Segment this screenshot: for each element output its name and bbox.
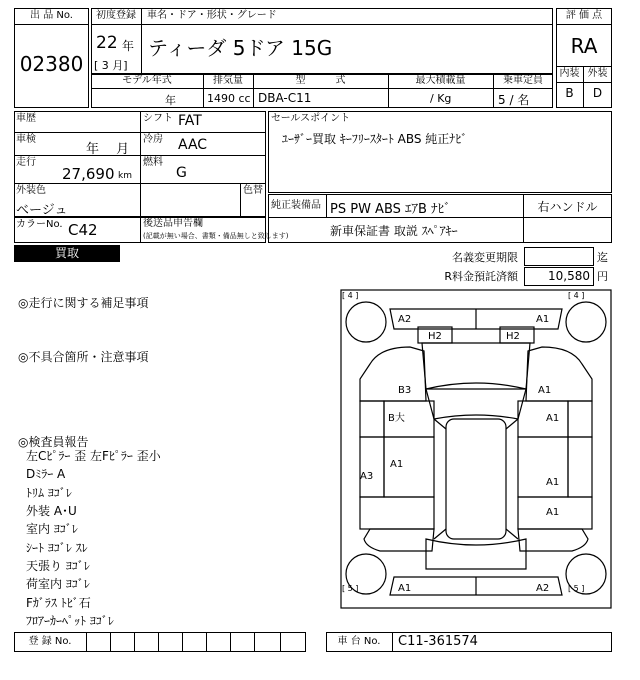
inspector-line: Fｶﾞﾗｽ ﾄﾋﾞ石 bbox=[26, 596, 91, 610]
reg-no-label: 登 録 No. bbox=[28, 636, 72, 647]
car-name: ティーダ 5ドア 15G bbox=[148, 36, 333, 60]
recycle-label: R料金預託済額 bbox=[444, 270, 518, 283]
color-value: ベージュ bbox=[16, 203, 68, 218]
interior-grade: B bbox=[565, 86, 574, 100]
front-apron bbox=[422, 343, 530, 389]
displacement-label: 排気量 bbox=[213, 75, 243, 86]
mark-rear-bumper-right: A2 bbox=[536, 583, 550, 594]
sales-point-label: セールスポイント bbox=[271, 113, 351, 124]
tire-front-left bbox=[346, 302, 386, 342]
inspection-label: 車検 bbox=[16, 134, 36, 145]
color-label: 外装色 bbox=[16, 185, 46, 196]
exterior-grade: D bbox=[592, 86, 603, 100]
displacement: 1490 cc bbox=[207, 92, 251, 105]
first-reg-label: 初度登録 bbox=[96, 10, 136, 21]
post-docs-note: (記載が無い場合、書類・備品無しと致します) bbox=[143, 232, 289, 240]
equipment-label: 純正装備品 bbox=[271, 200, 321, 211]
car-name-label: 車名・ドア・形状・グレード bbox=[147, 10, 277, 21]
mark-right-front-door: A1 bbox=[546, 413, 560, 424]
car-diagram bbox=[340, 289, 612, 609]
year-unit: 年 bbox=[122, 39, 135, 53]
mark-headlight-right: H2 bbox=[506, 331, 520, 342]
fuel-label: 燃料 bbox=[143, 157, 163, 168]
exterior-label: 外装 bbox=[587, 68, 608, 79]
name-change-unit: 迄 bbox=[597, 251, 608, 264]
extras-value: 新車保証書 取説 ｽﾍﾟｱｷｰ bbox=[330, 224, 458, 238]
defects-label: ◎不具合箇所・注意事項 bbox=[18, 350, 149, 364]
recycle-unit: 円 bbox=[597, 270, 608, 283]
inspector-line: 室内 ﾖｺﾞﾚ bbox=[26, 522, 78, 536]
fuel-value: G bbox=[176, 165, 187, 181]
right-front-fender bbox=[526, 347, 592, 401]
first-reg-month: [ 3 月] bbox=[94, 59, 128, 72]
inspector-line: ﾌﾛｱｰｶｰﾍﾟｯﾄ ﾖｺﾞﾚ bbox=[26, 614, 114, 628]
post-docs-label: 後送品申告欄 bbox=[143, 218, 203, 229]
handle-value: 右ハンドル bbox=[537, 200, 598, 214]
tire-rl-label: [ 5 ] bbox=[342, 584, 359, 593]
model-code: DBA-C11 bbox=[258, 91, 312, 105]
history-label: 車歴 bbox=[16, 113, 36, 124]
name-change-field bbox=[524, 247, 594, 266]
rating: RA bbox=[570, 34, 598, 58]
max-load: / Kg bbox=[430, 92, 452, 105]
roof bbox=[446, 419, 506, 539]
mark-left-rear-door: A1 bbox=[390, 459, 404, 470]
ac-label: 冷房 bbox=[143, 134, 163, 145]
hood bbox=[426, 383, 526, 419]
mark-right-front-fender: A1 bbox=[538, 385, 552, 396]
color-no-label: カラーNo. bbox=[16, 219, 63, 230]
inspector-line: 外装 A･U bbox=[26, 504, 77, 518]
capacity: 5 / 名 bbox=[498, 93, 530, 107]
right-front-door bbox=[518, 401, 568, 437]
inspection-value: 年 月 bbox=[86, 142, 130, 157]
model-label: 型 式 bbox=[295, 75, 346, 86]
mark-right-rear-door: A1 bbox=[546, 477, 560, 488]
tire-fl-label: [ 4 ] bbox=[342, 291, 359, 300]
rating-label: 評 価 点 bbox=[565, 10, 603, 21]
shift-label: シフト bbox=[143, 113, 173, 124]
model-year-label: モデル年式 bbox=[122, 75, 172, 86]
mark-left-front-fender: B3 bbox=[398, 385, 412, 396]
sales-point-text: ﾕｰｻﾞｰ買取 ｷｰﾌﾘｰｽﾀｰﾄ ABS 純正ﾅﾋﾞ bbox=[282, 132, 468, 146]
name-change-label: 名義変更期限 bbox=[452, 251, 518, 264]
inspector-line: 天張り ﾖｺﾞﾚ bbox=[26, 559, 90, 573]
mark-left-rear-fender: A3 bbox=[360, 471, 374, 482]
mark-front-bumper-left: A2 bbox=[398, 314, 412, 325]
tire-fr-label: [ 4 ] bbox=[568, 291, 585, 300]
mark-right-rear-fender: A1 bbox=[546, 507, 560, 518]
mark-hood: B大 bbox=[388, 413, 405, 424]
max-load-label: 最大積載量 bbox=[415, 75, 466, 86]
capacity-label: 乗車定員 bbox=[503, 75, 543, 86]
recycle-value: 10,580 bbox=[548, 269, 590, 283]
first-reg-year: 22 bbox=[96, 33, 118, 53]
inspector-line: 荷室内 ﾖｺﾞﾚ bbox=[26, 577, 90, 591]
inspector-report-label: ◎検査員報告 bbox=[18, 435, 89, 449]
mark-headlight-left: H2 bbox=[428, 331, 442, 342]
chassis-no: C11-361574 bbox=[398, 634, 478, 649]
mark-rear-bumper-left: A1 bbox=[398, 583, 412, 594]
mileage-label: 走行 bbox=[16, 157, 36, 168]
left-front-fender bbox=[360, 347, 426, 401]
left-rear-fender bbox=[360, 437, 384, 497]
driving-notes-label: ◎走行に関する補足事項 bbox=[18, 296, 149, 310]
interior-label: 内装 bbox=[559, 68, 580, 79]
mileage-unit: km bbox=[118, 171, 132, 181]
trunk bbox=[426, 539, 526, 569]
lot-number: 02380 bbox=[19, 52, 84, 76]
purchase-badge: 買取 bbox=[14, 245, 120, 262]
right-rear-quarter bbox=[518, 529, 588, 551]
inspector-line: ﾄﾘﾑ ﾖｺﾞﾚ bbox=[26, 486, 72, 500]
left-rear-quarter bbox=[364, 529, 434, 551]
inspector-line: Dﾐﾗｰ A bbox=[26, 467, 66, 481]
inspector-line: ｼｰﾄ ﾖｺﾞﾚ ｽﾚ bbox=[26, 541, 88, 555]
shift-value: FAT bbox=[178, 113, 202, 129]
model-year-unit: 年 bbox=[165, 94, 176, 107]
repaint-label: 色替 bbox=[243, 185, 263, 196]
diagram-frame bbox=[341, 290, 611, 608]
inspector-line: 左Cﾋﾟﾗｰ 歪 左Fﾋﾟﾗｰ 歪小 bbox=[26, 449, 161, 463]
mark-front-bumper-right: A1 bbox=[536, 314, 550, 325]
color-no-value: C42 bbox=[68, 221, 98, 239]
equipment-value: PS PW ABS ｴｱB ﾅﾋﾞ bbox=[330, 202, 451, 217]
right-rear-door bbox=[518, 437, 568, 497]
chassis-label: 車 台 No. bbox=[337, 636, 381, 647]
lot-number-label: 出 品 No. bbox=[30, 10, 73, 21]
tire-front-right bbox=[566, 302, 606, 342]
ac-value: AAC bbox=[178, 137, 208, 153]
tire-rr-label: [ 5 ] bbox=[568, 584, 585, 593]
mileage-value: 27,690 bbox=[62, 165, 115, 183]
